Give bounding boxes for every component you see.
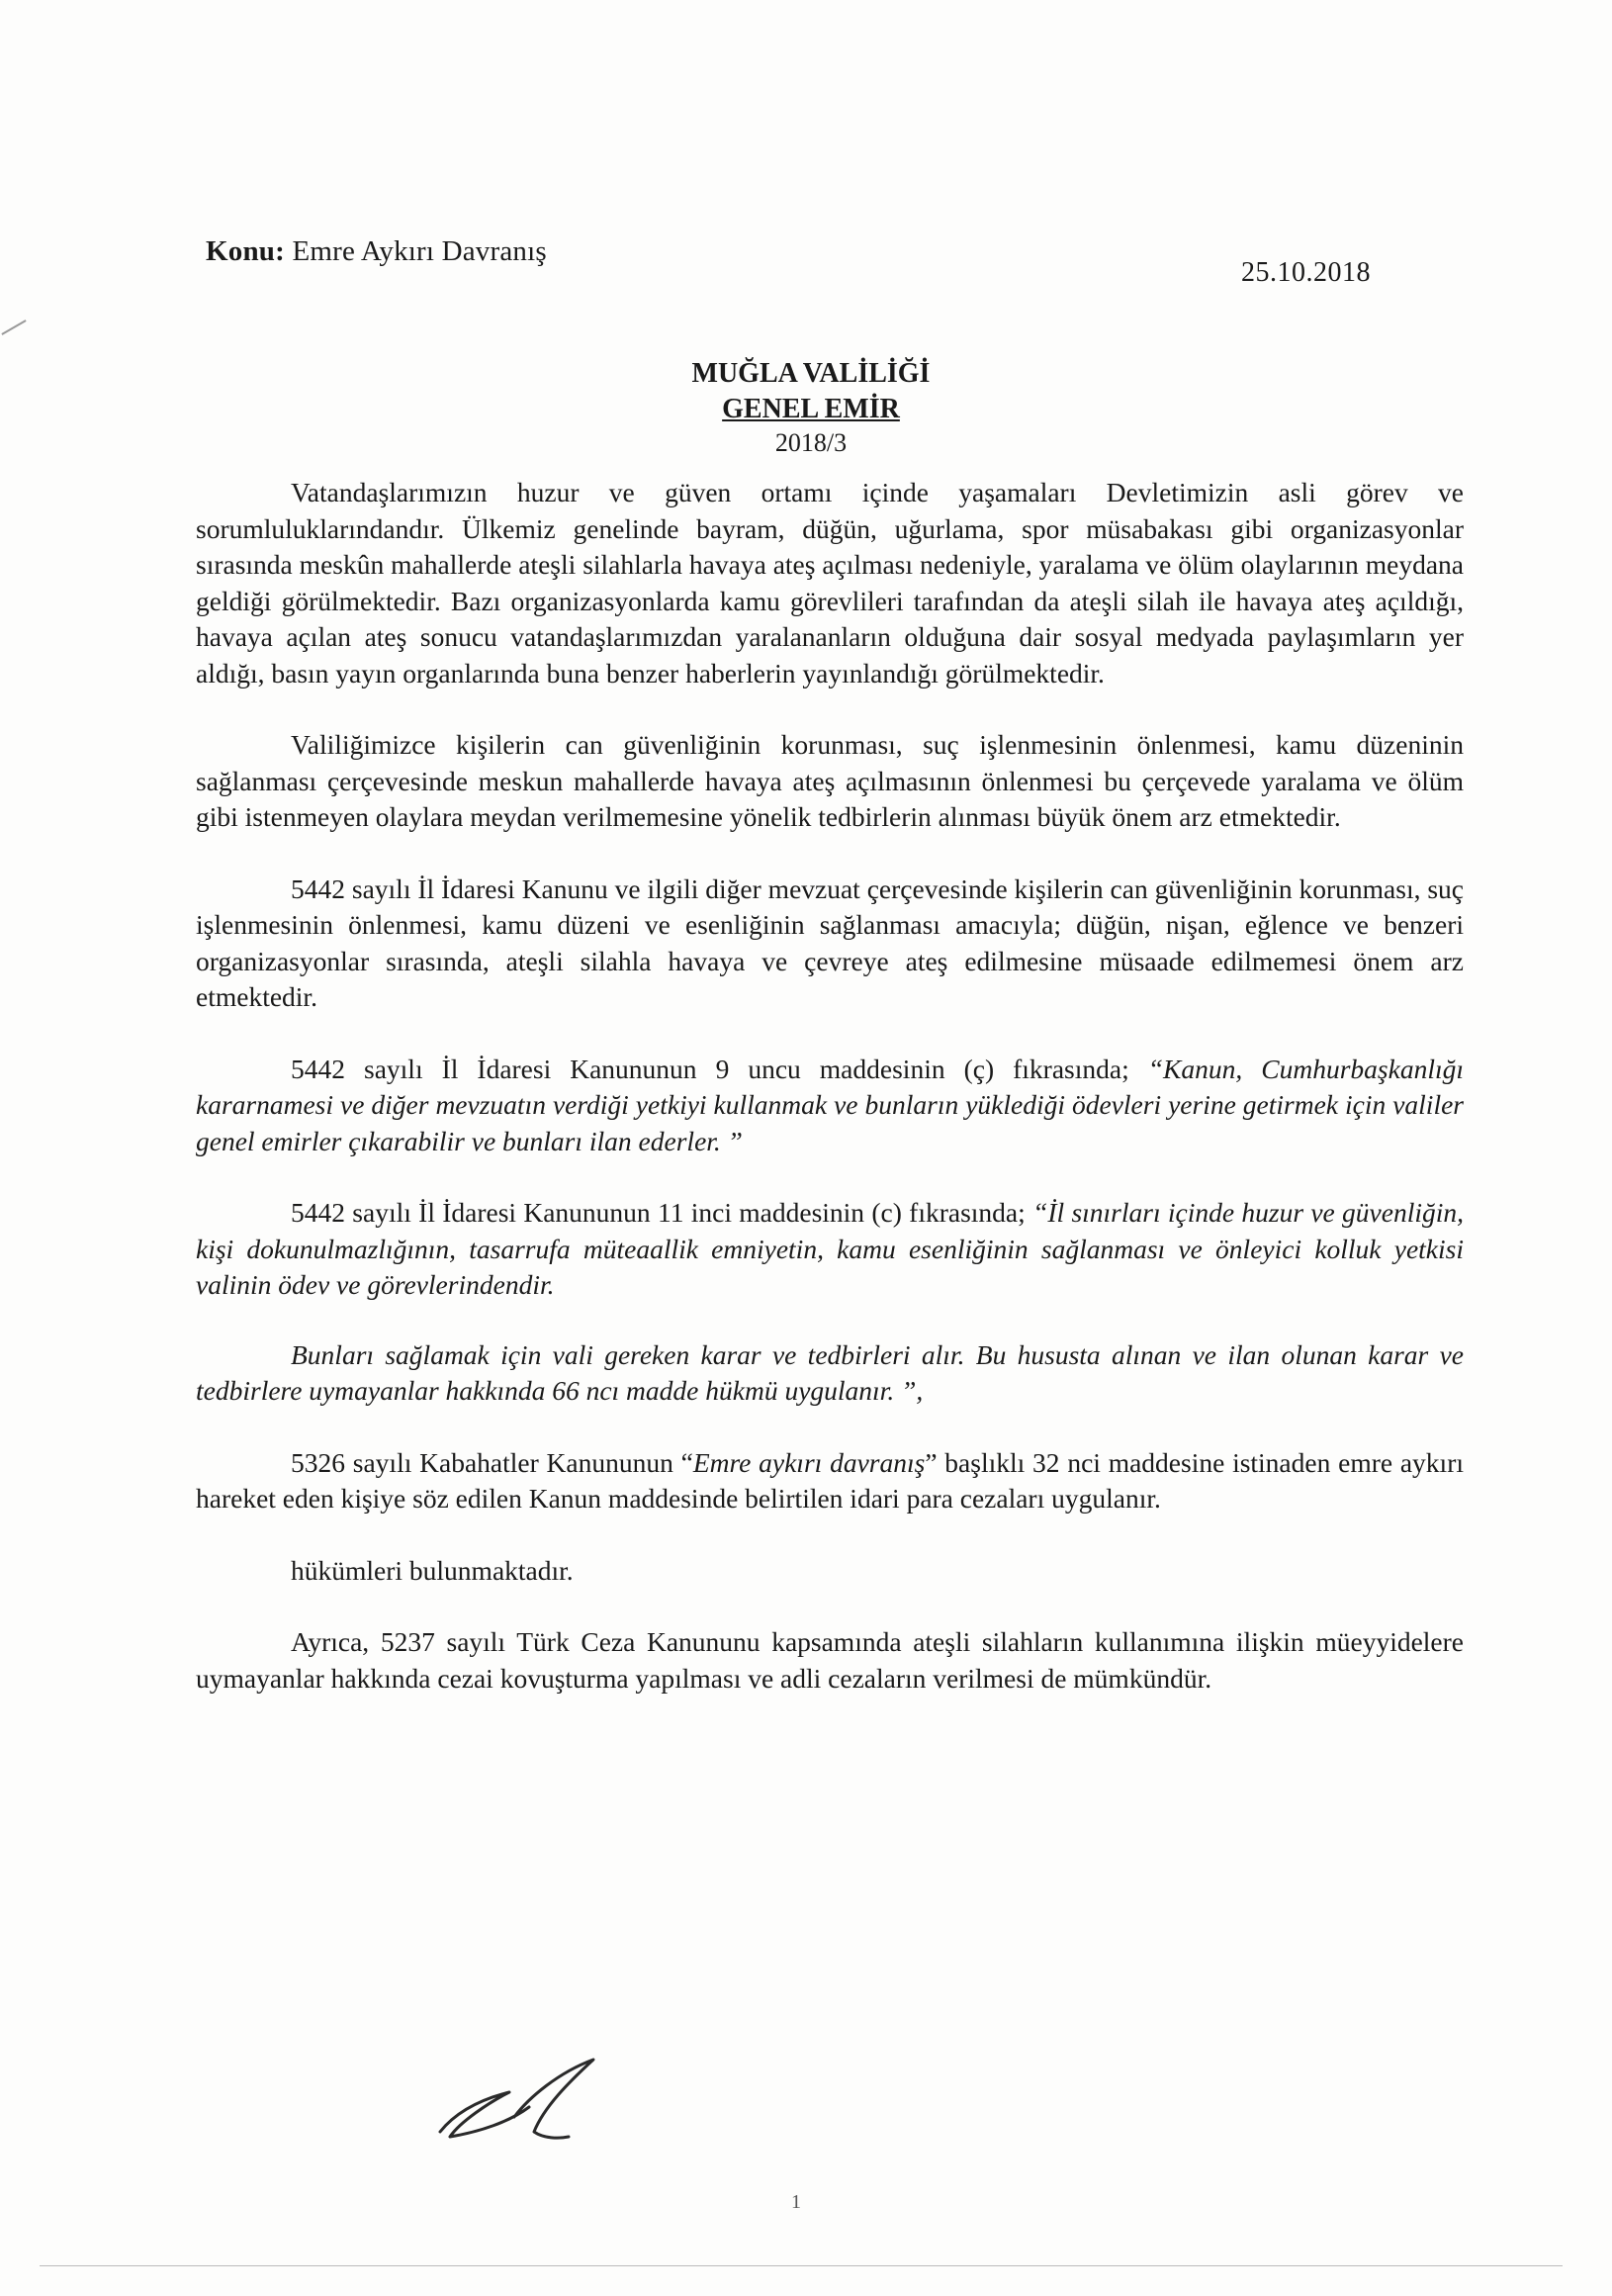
document-body (196, 475, 1464, 1732)
paragraph-6-quote: Bunları sağlamak için vali gereken karar ve tedbirleri alır. Bu hususta alınan ve ilan olunan karar ve tedbirlere uymayanlar hakkında 66 ncı madde hükmü uygulanır. ”, (196, 1338, 1464, 1406)
document-header (593, 356, 1029, 459)
scan-artifact (1, 320, 26, 335)
subject-label: Konu: (206, 235, 285, 267)
paragraph-7-suffix: ” başlıklı 32 nci maddesine istinaden emre aykırı hareket eden kişiye söz edilen Kanun maddesinde belirtilen idari para cezaları uygulanır. (196, 1446, 1464, 1514)
paragraph-3: 5442 sayılı İl İdaresi Kanunu ve ilgili diğer mevzuat çerçevesinde kişilerin can güvenliğinin korunması, suç işlenmesinin önlenmesi, kamu düzeni ve esenliğinin sağlanması amacıyla; düğün, nişan, eğlence ve benzeri organizasyonlar sırasında, ateşli silahla havaya ve çevreye ateş edilmesine müsaade edilmemesi önem arz etmektedir. (196, 872, 1464, 1012)
paragraph-5-quote: “İl sınırları içinde huzur ve güvenliğin, kişi dokunulmazlığının, tasarrufa müteaallik emniyetin, kamu esenliğinin sağlanması ve önleyici kolluk yetkisi valinin ödev ve görevlerindendir. (196, 1197, 1464, 1300)
paragraph-4 (196, 1052, 1464, 1160)
document-date: 25.10.2018 (1241, 257, 1371, 288)
paragraph-6 (196, 1337, 1464, 1410)
paragraph-9: Ayrıca, 5237 sayılı Türk Ceza Kanununu kapsamında ateşli silahların kullanımına ilişkin müeyyidelere uymayanlar hakkında cezai kovuşturma yapılması ve adli cezaların verilmesi de mümkündür. (196, 1626, 1464, 1694)
paragraph-4-text: 5442 sayılı İl İdaresi Kanununun 9 uncu maddesinin (ç) fıkrasında; (291, 1053, 1148, 1084)
paragraph-7 (196, 1445, 1464, 1517)
paragraph-7-text: 5326 sayılı Kabahatler Kanununun “ (291, 1446, 693, 1478)
paragraph-8: hükümleri bulunmaktadır. (291, 1554, 574, 1586)
paragraph-5 (196, 1195, 1464, 1304)
paragraph-4-quote: “Kanun, Cumhurbaşkanlığı kararnamesi ve diğer mevzuatın verdiği yetkiyi kullanmak ve bunların yüklediği ödevleri yerine getirmek için valiler genel emirler çıkarabilir ve bunları ilan ederler. ” (196, 1053, 1465, 1156)
paragraph-1: Vatandaşlarımızın huzur ve güven ortamı içinde yaşamaları Devletimizin asli görev ve sorumluluklarındandır. Ülkemiz genelinde bayram, düğün, uğurlama, spor müsabakası gibi organizasyonlar sırasında meskûn mahallerde ateşli silahlarla havaya ateş açılması nedeniyle, yaralama ve ölüm olaylarının meydana geldiği görülmektedir. Bazı organizasyonlarda kamu görevlileri tarafından da ateşli silah ile havaya ateş açıldığı, havaya açılan ateş sonucu vatandaşlarımızdan yaralananların olduğuna dair sosyal medyada paylaşımların yer aldığı, basın yayın organlarında buna benzer haberlerin yayınlandığı görülmektedir. (196, 477, 1464, 689)
order-title: GENEL EMİR (722, 394, 900, 424)
subject-value: Emre Aykırı Davranış (292, 235, 547, 267)
subject-line (206, 235, 547, 268)
page-number: 1 (791, 2191, 801, 2213)
paragraph-5-text: 5442 sayılı İl İdaresi Kanununun 11 inci maddesinin (c) fıkrasında; (291, 1197, 1033, 1228)
scan-edge-line (40, 2265, 1563, 2266)
handwritten-signature (420, 2048, 618, 2157)
order-number: 2018/3 (774, 428, 848, 457)
issuing-authority: MUĞLA VALİLİĞİ (691, 358, 931, 389)
paragraph-2: Valiliğimizce kişilerin can güvenliğinin korunması, suç işlenmesinin önlenmesi, kamu düzeninin sağlanması çerçevesinde meskun mahallerde havaya ateş açılmasının önlenmesi bu çerçevede yaralama ve ölüm gibi istenmeyen olaylara meydan verilmemesine yönelik tedbirlerin alınması büyük önem arz etmektedir. (196, 729, 1464, 832)
paragraph-7-quote: Emre aykırı davranış (692, 1446, 926, 1478)
